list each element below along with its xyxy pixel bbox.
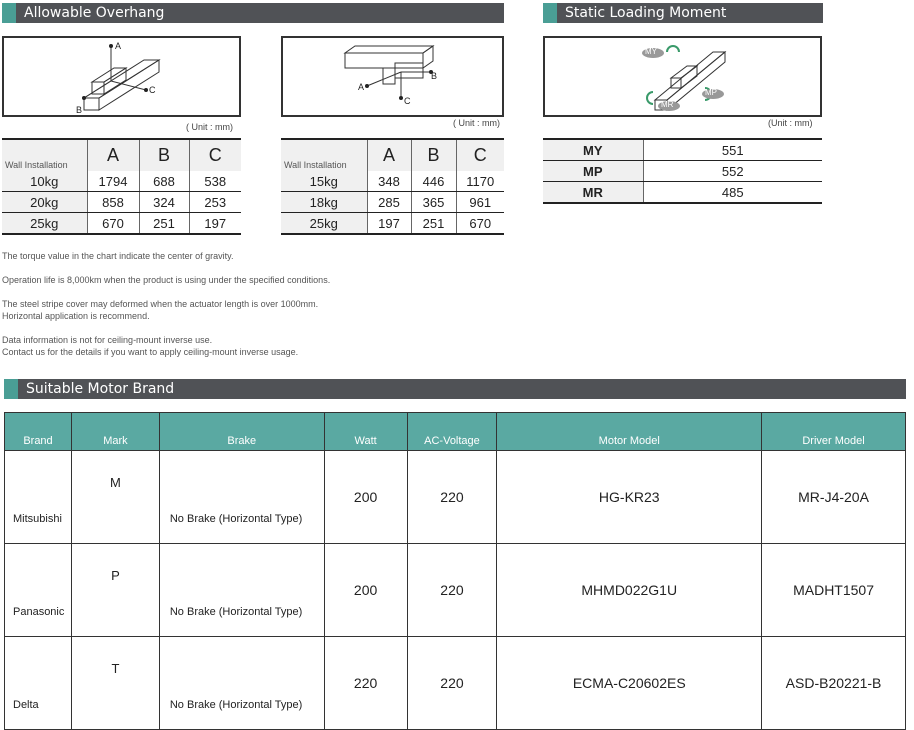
note: Data information is not for ceiling-mount inverse use. Contact us for the details if you want to apply ceiling-mount inverse usage. — [2, 335, 299, 357]
header-accent — [2, 3, 16, 23]
brand-cell: Delta — [5, 637, 72, 730]
load-cell: 20kg — [2, 192, 87, 213]
table-row — [5, 544, 906, 637]
header-accent — [543, 3, 557, 23]
value-a: 348 — [367, 171, 411, 192]
mark-cell: T — [71, 637, 159, 730]
value-c: 538 — [189, 171, 241, 192]
unit-label-2: ( Unit : mm) — [453, 118, 500, 128]
value-c: 197 — [189, 213, 241, 235]
overhang-diagram-horizontal — [2, 36, 241, 117]
driver-model-cell: MADHT1507 — [762, 544, 906, 637]
brand-cell: Panasonic — [5, 544, 72, 637]
table-row — [5, 637, 906, 730]
voltage-cell: 220 — [407, 451, 497, 544]
watt-cell: 220 — [324, 637, 407, 730]
wall-installation-label: Wall Installation — [281, 139, 367, 171]
label-a: A — [115, 41, 122, 51]
motor-model-cell: ECMA-C20602ES — [497, 637, 762, 730]
watt-cell: 200 — [324, 451, 407, 544]
value-a: 197 — [367, 213, 411, 235]
load-cell: 25kg — [2, 213, 87, 235]
value-b: 688 — [139, 171, 189, 192]
moment-key: MY — [543, 139, 643, 161]
moment-key: MR — [543, 182, 643, 204]
label-mp: MP — [705, 88, 717, 97]
brand-cell: Mitsubishi — [5, 451, 72, 544]
value-b: 324 — [139, 192, 189, 213]
load-cell: 10kg — [2, 171, 87, 192]
note: The steel stripe cover may deformed when the actuator length is over 1000mm. Horizontal application is recommend. — [2, 299, 319, 321]
header-mark: Mark — [71, 413, 159, 451]
suitable-motor-brand-title: Suitable Motor Brand — [26, 381, 175, 397]
static-moment-diagram — [543, 36, 822, 117]
static-moment-table — [543, 138, 822, 204]
header-brand: Brand — [5, 413, 72, 451]
moment-key: MP — [543, 161, 643, 182]
watt-cell: 200 — [324, 544, 407, 637]
header-motor-model: Motor Model — [497, 413, 762, 451]
value-c: 1170 — [456, 171, 504, 192]
moment-diagram — [545, 38, 820, 115]
suitable-motor-brand-header — [4, 379, 906, 399]
brake-cell: No Brake (Horizontal Type) — [159, 451, 324, 544]
moment-value: 552 — [643, 161, 822, 182]
static-loading-moment-title: Static Loading Moment — [565, 5, 727, 21]
brake-cell: No Brake (Horizontal Type) — [159, 544, 324, 637]
driver-model-cell: MR-J4-20A — [762, 451, 906, 544]
value-b: 251 — [139, 213, 189, 235]
header-driver-model: Driver Model — [762, 413, 906, 451]
value-b: 365 — [411, 192, 456, 213]
notes — [2, 250, 330, 370]
note: Operation life is 8,000km when the product is using under the specified conditions. — [2, 275, 331, 285]
load-cell: 15kg — [281, 171, 367, 192]
voltage-cell: 220 — [407, 637, 497, 730]
motor-brand-table — [4, 412, 906, 730]
label-c: C — [404, 96, 411, 106]
value-c: 961 — [456, 192, 504, 213]
brake-cell: No Brake (Horizontal Type) — [159, 637, 324, 730]
motor-model-cell: MHMD022G1U — [497, 544, 762, 637]
table-row — [5, 451, 906, 544]
col-a: A — [367, 139, 411, 171]
col-a: A — [87, 139, 139, 171]
moment-value: 485 — [643, 182, 822, 204]
unit-label-1: ( Unit : mm) — [186, 122, 233, 132]
label-mr: MR — [661, 100, 674, 109]
label-c: C — [149, 85, 156, 95]
value-c: 670 — [456, 213, 504, 235]
voltage-cell: 220 — [407, 544, 497, 637]
allowable-overhang-header — [2, 3, 504, 23]
header-brake: Brake — [159, 413, 324, 451]
col-c: C — [456, 139, 504, 171]
value-b: 251 — [411, 213, 456, 235]
value-c: 253 — [189, 192, 241, 213]
wall-installation-label: Wall Installation — [2, 139, 87, 171]
overhang-table-1 — [2, 138, 241, 235]
label-a: A — [358, 82, 365, 92]
value-b: 446 — [411, 171, 456, 192]
unit-label-3: (Unit : mm) — [768, 118, 813, 128]
col-b: B — [139, 139, 189, 171]
overhang-diagram-wall — [281, 36, 504, 117]
value-a: 285 — [367, 192, 411, 213]
driver-model-cell: ASD-B20221-B — [762, 637, 906, 730]
header-ac-voltage: AC-Voltage — [407, 413, 497, 451]
col-b: B — [411, 139, 456, 171]
col-c: C — [189, 139, 241, 171]
mark-cell: P — [71, 544, 159, 637]
load-cell: 25kg — [281, 213, 367, 235]
note: The torque value in the chart indicate the center of gravity. — [2, 251, 234, 261]
value-a: 1794 — [87, 171, 139, 192]
value-a: 670 — [87, 213, 139, 235]
header-watt: Watt — [324, 413, 407, 451]
value-a: 858 — [87, 192, 139, 213]
overhang-table-2 — [281, 138, 504, 235]
moment-value: 551 — [643, 139, 822, 161]
allowable-overhang-title: Allowable Overhang — [24, 5, 165, 21]
load-cell: 18kg — [281, 192, 367, 213]
label-b: B — [431, 71, 438, 81]
actuator-diagram-1 — [4, 38, 239, 115]
mark-cell: M — [71, 451, 159, 544]
motor-model-cell: HG-KR23 — [497, 451, 762, 544]
label-b: B — [76, 105, 83, 115]
header-accent — [4, 379, 18, 399]
label-my: MY — [645, 47, 657, 56]
static-loading-moment-header — [543, 3, 823, 23]
actuator-diagram-2 — [283, 38, 502, 115]
